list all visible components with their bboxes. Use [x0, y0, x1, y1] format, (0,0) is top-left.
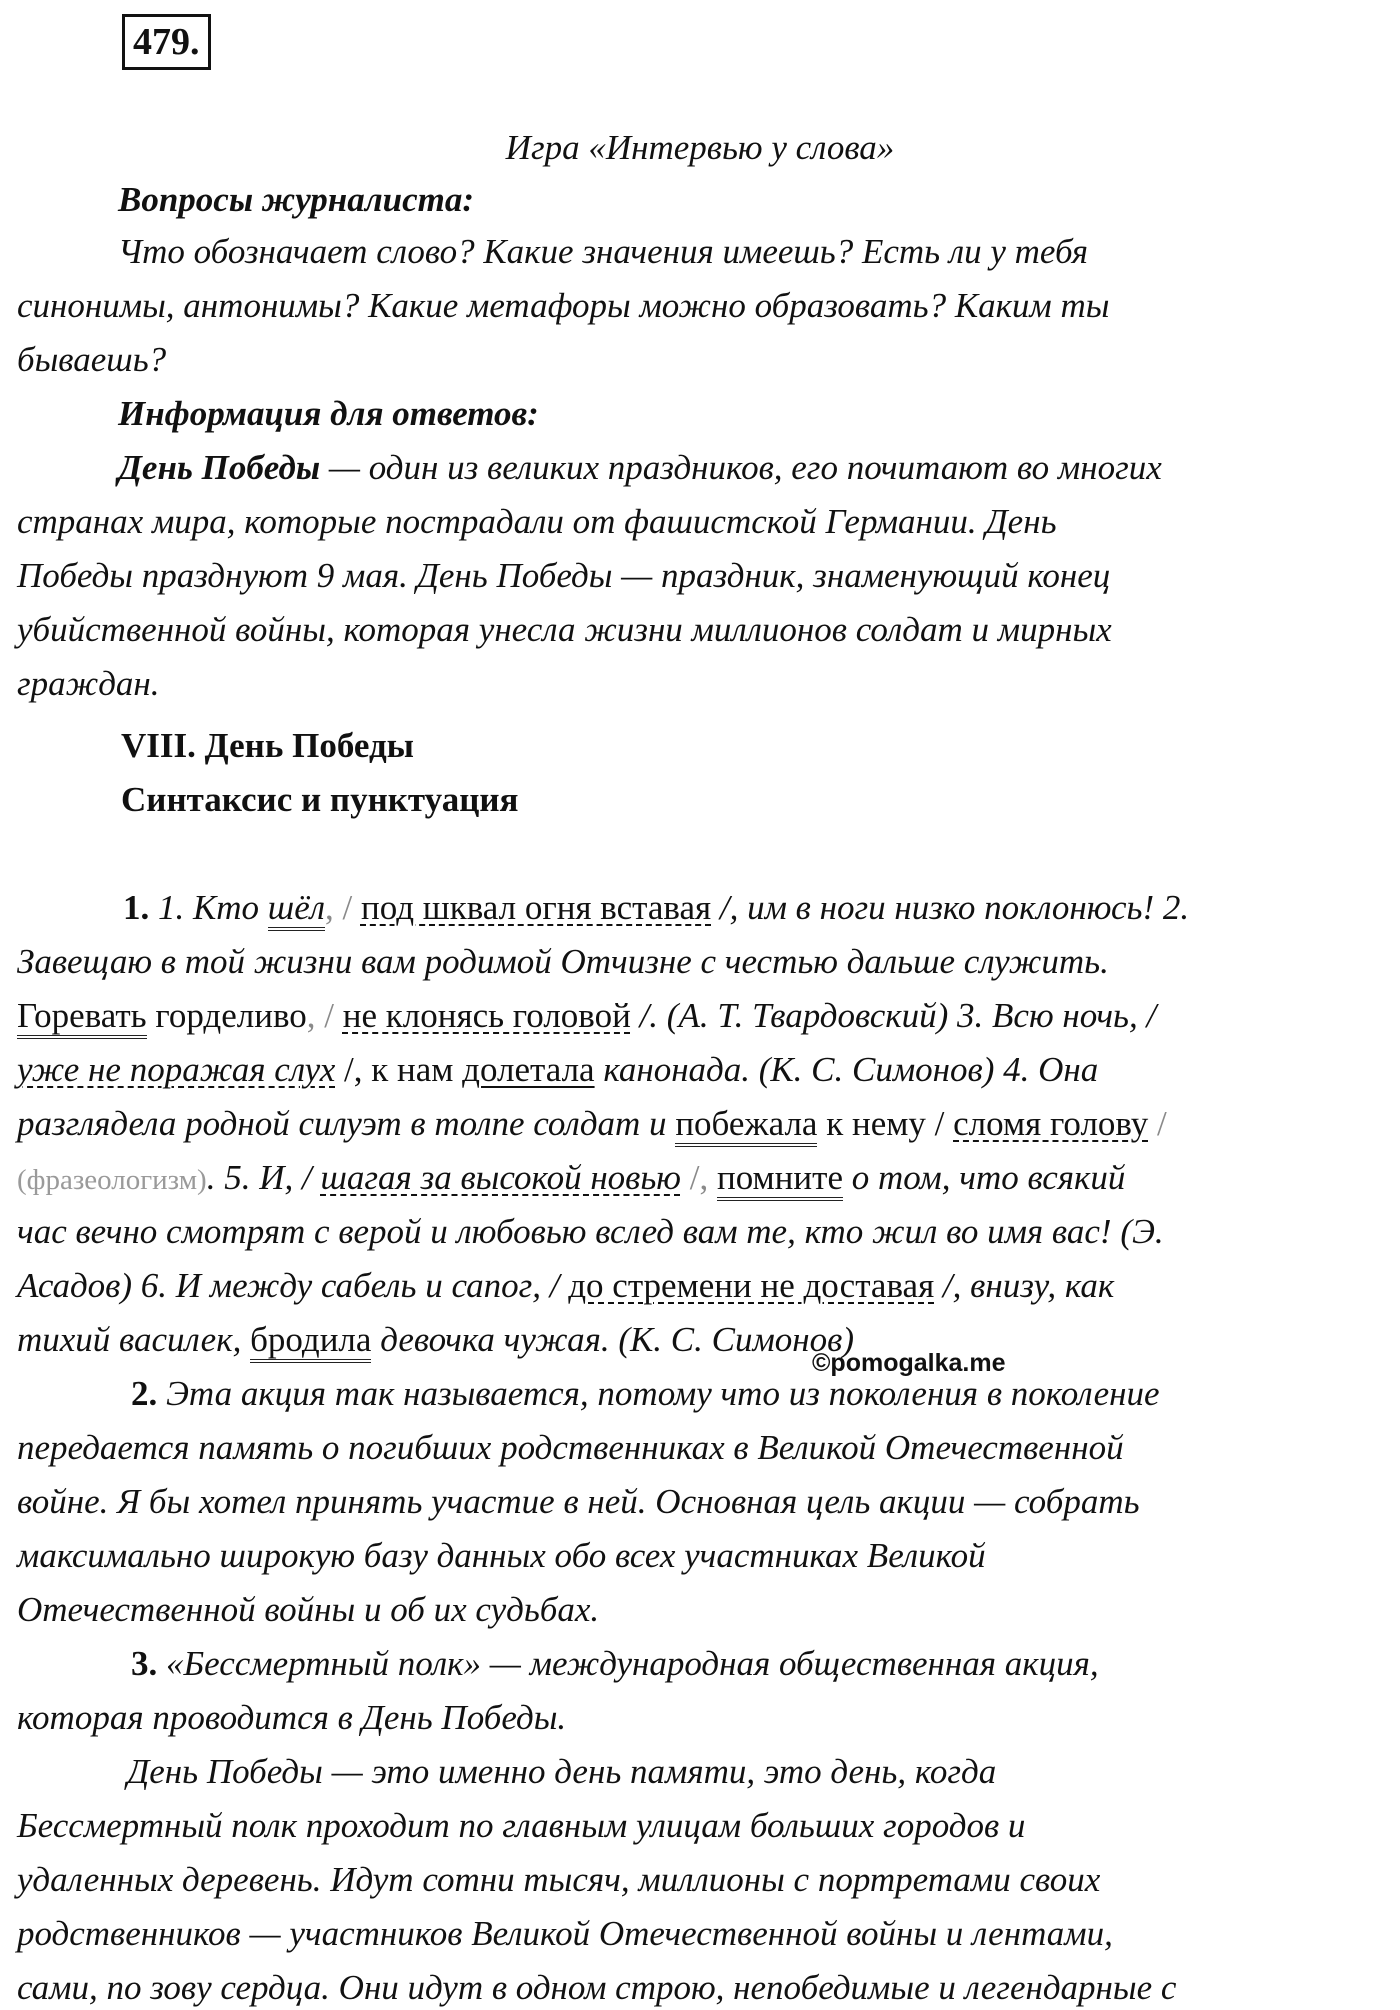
ex1-line: уже не поражая слух /, к нам долетала канонада. (К. С. Симонов) 4. Она [17, 1050, 1099, 1089]
participle-phrase: шагая за высокой новью [320, 1158, 681, 1197]
answers-heading: Информация для ответов: [118, 394, 539, 433]
ex2-line: Отечественной войны и об их судьбах. [17, 1590, 600, 1629]
answers-lead: День Победы [118, 448, 321, 487]
participle-phrase: сломя голову [953, 1104, 1149, 1143]
ex1-line: (фразеологизм). 5. И, / шагая за высокой новью /, помните о том, что всякий [17, 1156, 1125, 1202]
journalist-line: синонимы, антонимы? Какие метафоры можно образовать? Каким ты [17, 286, 1110, 325]
ex1-number: 1. [123, 888, 150, 927]
participle-phrase: не клонясь головой [342, 996, 631, 1035]
ex3-line: родственников — участников Великой Отечественной войны и лентами, [17, 1914, 1113, 1953]
answers-line: странах мира, которые пострадали от фашистской Германии. День [17, 502, 1057, 541]
answers-line: граждан. [17, 664, 160, 703]
predicate: долетала [462, 1050, 595, 1089]
participle-phrase: до стремени не доставая [568, 1266, 935, 1305]
task-number: 479. [122, 14, 211, 70]
ex1-line: Асадов) 6. И между сабель и сапог, / до стремени не доставая /, внизу, как [17, 1266, 1115, 1305]
participle-phrase: уже не поражая слух [17, 1050, 336, 1089]
ex3-number: 3. [131, 1644, 158, 1683]
ex1-line: тихий василек, бродила девочка чужая. (К. С. Симонов) [17, 1318, 854, 1362]
phraseology-note: (фразеологизм) [17, 1164, 207, 1196]
ex3-line: День Победы — это именно день памяти, это день, когда [127, 1752, 997, 1791]
answers-line [118, 446, 1162, 490]
game-title: Игра «Интервью у слова» [505, 128, 895, 167]
ex1-line: Горевать горделиво, / не клонясь головой /. (А. Т. Твардовский) 3. Всю ночь, / [17, 994, 1156, 1038]
ex1-line: разглядела родной силуэт в толпе солдат и побежала к нему / сломя голову / [17, 1102, 1167, 1146]
predicate: побежала [675, 1104, 817, 1147]
ex3-line: которая проводится в День Победы. [17, 1698, 567, 1737]
ex3-line: удаленных деревень. Идут сотни тысяч, миллионы с портретами своих [17, 1860, 1101, 1899]
answers-line: Победы празднуют 9 мая. День Победы — праздник, знаменующий конец [17, 556, 1111, 595]
ex1-line: 1. 1. Кто шёл, / под шквал огня вставая /, им в ноги низко поклонюсь! 2. [123, 886, 1189, 930]
predicate: бродила [250, 1320, 371, 1363]
predicate: помните [717, 1158, 843, 1201]
journalist-line: бываешь? [17, 340, 167, 379]
participle-phrase: под шквал огня вставая [360, 888, 712, 927]
ex2-line: войне. Я бы хотел принять участие в ней. Основная цель акции — собрать [17, 1482, 1140, 1521]
journalist-heading: Вопросы журналиста: [118, 180, 475, 219]
ex2-line: максимально широкую базу данных обо всех участниках Великой [17, 1536, 986, 1575]
predicate: Горевать [17, 996, 147, 1039]
predicate: шёл [268, 888, 325, 931]
ex3-line: сами, по зову сердца. Они идут в одном строю, непобедимые и легендарные с [17, 1968, 1177, 2007]
journalist-line: Что обозначает слово? Какие значения имеешь? Есть ли у тебя [118, 232, 1089, 271]
ex1-line: час вечно смотрят с верой и любовью вслед вам те, кто жил во имя вас! (Э. [17, 1212, 1164, 1251]
answers-line: убийственной войны, которая унесла жизни миллионов солдат и мирных [17, 610, 1112, 649]
answers-line-rest: — один из великих праздников, его почитают во многих [320, 448, 1162, 487]
ex2-number: 2. [131, 1374, 158, 1413]
ex2-line: 2. Эта акция так называется, потому что из поколения в поколение [131, 1374, 1160, 1413]
ex3-line: 3. «Бессмертный полк» — международная общественная акция, [131, 1644, 1099, 1683]
section-subtitle: Синтаксис и пунктуация [121, 780, 519, 819]
section-title: VIII. День Победы [121, 726, 414, 765]
ex3-line: Бессмертный полк проходит по главным улицам больших городов и [17, 1806, 1026, 1845]
ex1-line: Завещаю в той жизни вам родимой Отчизне с честью дальше служить. [17, 942, 1109, 981]
ex2-line: передается память о погибших родственниках в Великой Отечественной [17, 1428, 1124, 1467]
watermark: ©pomogalka.me [812, 1349, 1006, 1377]
